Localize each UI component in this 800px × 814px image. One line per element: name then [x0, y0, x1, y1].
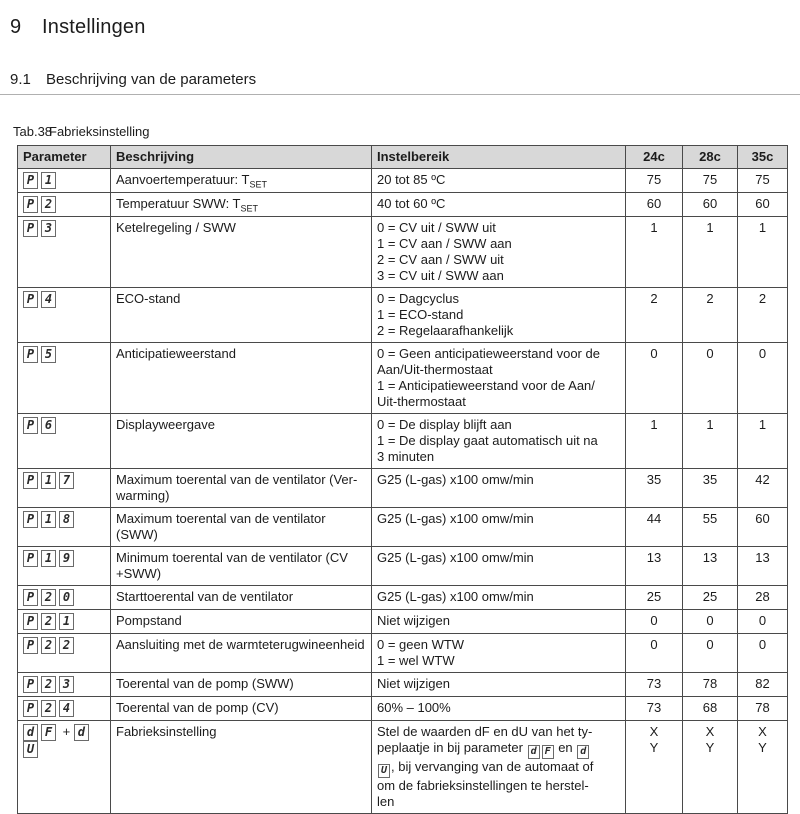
range-cell: 0 = Geen anticipatieweerstand voor de Aan/Uit-thermostaat 1 = Anticipatieweerstand voor de Aan/ Uit-thermostaat	[372, 343, 626, 414]
table-caption	[13, 124, 800, 139]
segment-display-char: P	[23, 417, 38, 434]
segment-display-char: 2	[41, 196, 56, 213]
table-body	[18, 169, 788, 814]
value-cell-24c: 0	[626, 610, 683, 634]
table-row	[18, 288, 788, 343]
table-row	[18, 169, 788, 193]
range-cell: 40 tot 60 ºC	[372, 193, 626, 217]
segment-display-char: d	[74, 724, 89, 741]
range-cell: 0 = De display blijft aan 1 = De display gaat automatisch uit na 3 minuten	[372, 414, 626, 469]
range-cell: 60% – 100%	[372, 697, 626, 721]
column-header-28c: 28c	[683, 146, 738, 169]
segment-display-char: 2	[41, 589, 56, 606]
param-cell	[18, 673, 111, 697]
table-header-row	[18, 146, 788, 169]
value-cell-24c: X Y	[626, 721, 683, 814]
segment-display-char: 8	[59, 511, 74, 528]
value-cell-35c: 13	[738, 547, 788, 586]
table-row	[18, 721, 788, 814]
value-cell-35c: 78	[738, 697, 788, 721]
param-cell: d F + dU	[18, 721, 111, 814]
param-cell	[18, 217, 111, 288]
value-cell-24c: 44	[626, 508, 683, 547]
segment-display-char: 1	[41, 172, 56, 189]
value-cell-35c: 60	[738, 193, 788, 217]
range-cell: 0 = Dagcyclus 1 = ECO-stand 2 = Regelaarafhankelijk	[372, 288, 626, 343]
value-cell-24c: 1	[626, 217, 683, 288]
value-cell-28c: 68	[683, 697, 738, 721]
subsection-number: 9.1	[10, 71, 31, 88]
segment-display-char: 3	[59, 676, 74, 693]
table-caption-text: Fabrieksinstelling	[49, 124, 150, 139]
segment-display-char: P	[23, 700, 38, 717]
value-cell-24c: 25	[626, 586, 683, 610]
param-cell	[18, 697, 111, 721]
column-header-35c: 35c	[738, 146, 788, 169]
segment-display-char: P	[23, 172, 38, 189]
value-cell-24c: 73	[626, 673, 683, 697]
segment-display-char: P	[23, 613, 38, 630]
table-row	[18, 193, 788, 217]
table-row	[18, 697, 788, 721]
param-cell	[18, 169, 111, 193]
value-cell-28c: 0	[683, 634, 738, 673]
value-cell-28c: 25	[683, 586, 738, 610]
value-cell-28c: 1	[683, 217, 738, 288]
value-cell-35c: X Y	[738, 721, 788, 814]
value-cell-35c: 28	[738, 586, 788, 610]
column-header-24c: 24c	[626, 146, 683, 169]
range-cell: G25 (L-gas) x100 omw/min	[372, 508, 626, 547]
segment-display-char: P	[23, 550, 38, 567]
description-cell: Maximum toerental van de ventilator (SWW)	[111, 508, 372, 547]
param-cell	[18, 288, 111, 343]
description-cell: Anticipatieweerstand	[111, 343, 372, 414]
description-cell: Starttoerental van de ventilator	[111, 586, 372, 610]
value-cell-35c: 2	[738, 288, 788, 343]
segment-display-char: P	[23, 511, 38, 528]
value-cell-35c: 1	[738, 414, 788, 469]
range-cell: Niet wijzigen	[372, 610, 626, 634]
segment-display-char: 0	[59, 589, 74, 606]
value-cell-28c: 35	[683, 469, 738, 508]
value-cell-28c: 55	[683, 508, 738, 547]
range-cell: Stel de waarden dF en dU van het ty- peplaatje in bij parameter d F en d U , bij vervanging van de automaat of om de fabrieksinstellingen te herstel- len	[372, 721, 626, 814]
value-cell-35c: 1	[738, 217, 788, 288]
value-cell-28c: 78	[683, 673, 738, 697]
table-row	[18, 414, 788, 469]
range-cell: 0 = geen WTW 1 = wel WTW	[372, 634, 626, 673]
column-header-instelbereik: Instelbereik	[372, 146, 626, 169]
param-cell	[18, 414, 111, 469]
range-cell: 0 = CV uit / SWW uit 1 = CV aan / SWW aan 2 = CV aan / SWW uit 3 = CV uit / SWW aan	[372, 217, 626, 288]
segment-display-char: U	[378, 764, 390, 778]
value-cell-35c: 75	[738, 169, 788, 193]
value-cell-28c: 2	[683, 288, 738, 343]
table-row	[18, 547, 788, 586]
table-row	[18, 586, 788, 610]
description-cell: Displayweergave	[111, 414, 372, 469]
segment-display-char: P	[23, 589, 38, 606]
segment-display-char: 1	[41, 511, 56, 528]
segment-display-char: d	[577, 745, 589, 759]
value-cell-28c: 0	[683, 343, 738, 414]
value-cell-28c: 13	[683, 547, 738, 586]
range-cell: G25 (L-gas) x100 omw/min	[372, 469, 626, 508]
section-title: Instellingen	[42, 16, 146, 38]
segment-display-char: F	[542, 745, 554, 759]
value-cell-28c: 75	[683, 169, 738, 193]
description-cell: Fabrieksinstelling	[111, 721, 372, 814]
value-cell-35c: 0	[738, 634, 788, 673]
segment-display-char: 1	[59, 613, 74, 630]
segment-display-char: 1	[41, 550, 56, 567]
segment-display-char: P	[23, 220, 38, 237]
table-row	[18, 634, 788, 673]
value-cell-24c: 0	[626, 634, 683, 673]
range-cell: G25 (L-gas) x100 omw/min	[372, 586, 626, 610]
value-cell-24c: 35	[626, 469, 683, 508]
description-cell: Pompstand	[111, 610, 372, 634]
param-cell	[18, 547, 111, 586]
segment-display-char: 2	[41, 613, 56, 630]
segment-display-char: P	[23, 676, 38, 693]
segment-display-char: P	[23, 291, 38, 308]
table-caption-label: Tab.38	[13, 124, 53, 139]
segment-display-char: 2	[41, 700, 56, 717]
segment-display-char: F	[41, 724, 56, 741]
segment-display-char: 7	[59, 472, 74, 489]
value-cell-35c: 0	[738, 610, 788, 634]
value-cell-24c: 0	[626, 343, 683, 414]
section-number: 9	[10, 16, 22, 38]
range-cell: Niet wijzigen	[372, 673, 626, 697]
segment-display-char: P	[23, 637, 38, 654]
table-row	[18, 673, 788, 697]
description-cell: Maximum toerental van de ventilator (Ver- warming)	[111, 469, 372, 508]
segment-display-char: P	[23, 346, 38, 363]
segment-display-char: 3	[41, 220, 56, 237]
segment-display-char: 9	[59, 550, 74, 567]
param-cell	[18, 508, 111, 547]
value-cell-24c: 75	[626, 169, 683, 193]
value-cell-28c: 60	[683, 193, 738, 217]
description-cell: Aanvoertemperatuur: $T_{SET}$	[111, 169, 372, 193]
section-divider	[0, 94, 800, 95]
segment-display-char: 4	[59, 700, 74, 717]
column-header-beschrijving: Beschrijving	[111, 146, 372, 169]
description-cell: ECO-stand	[111, 288, 372, 343]
value-cell-35c: 0	[738, 343, 788, 414]
description-cell: Toerental van de pomp (CV)	[111, 697, 372, 721]
value-cell-24c: 60	[626, 193, 683, 217]
segment-display-char: 2	[41, 676, 56, 693]
segment-display-char: 2	[59, 637, 74, 654]
segment-display-char: P	[23, 472, 38, 489]
column-header-parameter: Parameter	[18, 146, 111, 169]
segment-display-char: P	[23, 196, 38, 213]
param-cell	[18, 586, 111, 610]
value-cell-24c: 13	[626, 547, 683, 586]
segment-display-char: d	[528, 745, 540, 759]
value-cell-28c: X Y	[683, 721, 738, 814]
subsection-heading	[10, 71, 800, 88]
param-cell	[18, 634, 111, 673]
description-cell: Minimum toerental van de ventilator (CV +SWW)	[111, 547, 372, 586]
segment-display-char: d	[23, 724, 38, 741]
param-cell	[18, 193, 111, 217]
subscript-text: SET	[249, 179, 267, 190]
value-cell-28c: 0	[683, 610, 738, 634]
value-cell-35c: 82	[738, 673, 788, 697]
table-row	[18, 508, 788, 547]
segment-display-char: U	[23, 741, 38, 758]
segment-display-char: 5	[41, 346, 56, 363]
value-cell-35c: 60	[738, 508, 788, 547]
subsection-title: Beschrijving van de parameters	[46, 71, 257, 88]
table-row	[18, 469, 788, 508]
segment-display-char: 6	[41, 417, 56, 434]
parameters-table	[17, 145, 788, 814]
value-cell-24c: 2	[626, 288, 683, 343]
value-cell-24c: 73	[626, 697, 683, 721]
description-cell: Temperatuur SWW: $T_{SET}$	[111, 193, 372, 217]
param-cell	[18, 343, 111, 414]
segment-display-char: 4	[41, 291, 56, 308]
param-cell	[18, 610, 111, 634]
value-cell-24c: 1	[626, 414, 683, 469]
table-row	[18, 217, 788, 288]
range-cell: G25 (L-gas) x100 omw/min	[372, 547, 626, 586]
table-row	[18, 343, 788, 414]
description-cell: Ketelregeling / SWW	[111, 217, 372, 288]
section-heading	[10, 16, 800, 39]
param-cell	[18, 469, 111, 508]
description-cell: Toerental van de pomp (SWW)	[111, 673, 372, 697]
description-cell: Aansluiting met de warmteterugwineenheid	[111, 634, 372, 673]
value-cell-28c: 1	[683, 414, 738, 469]
segment-display-char: 2	[41, 637, 56, 654]
segment-display-char: 1	[41, 472, 56, 489]
subscript-text: SET	[240, 203, 259, 214]
range-cell: 20 tot 85 ºC	[372, 169, 626, 193]
table-row	[18, 610, 788, 634]
value-cell-35c: 42	[738, 469, 788, 508]
